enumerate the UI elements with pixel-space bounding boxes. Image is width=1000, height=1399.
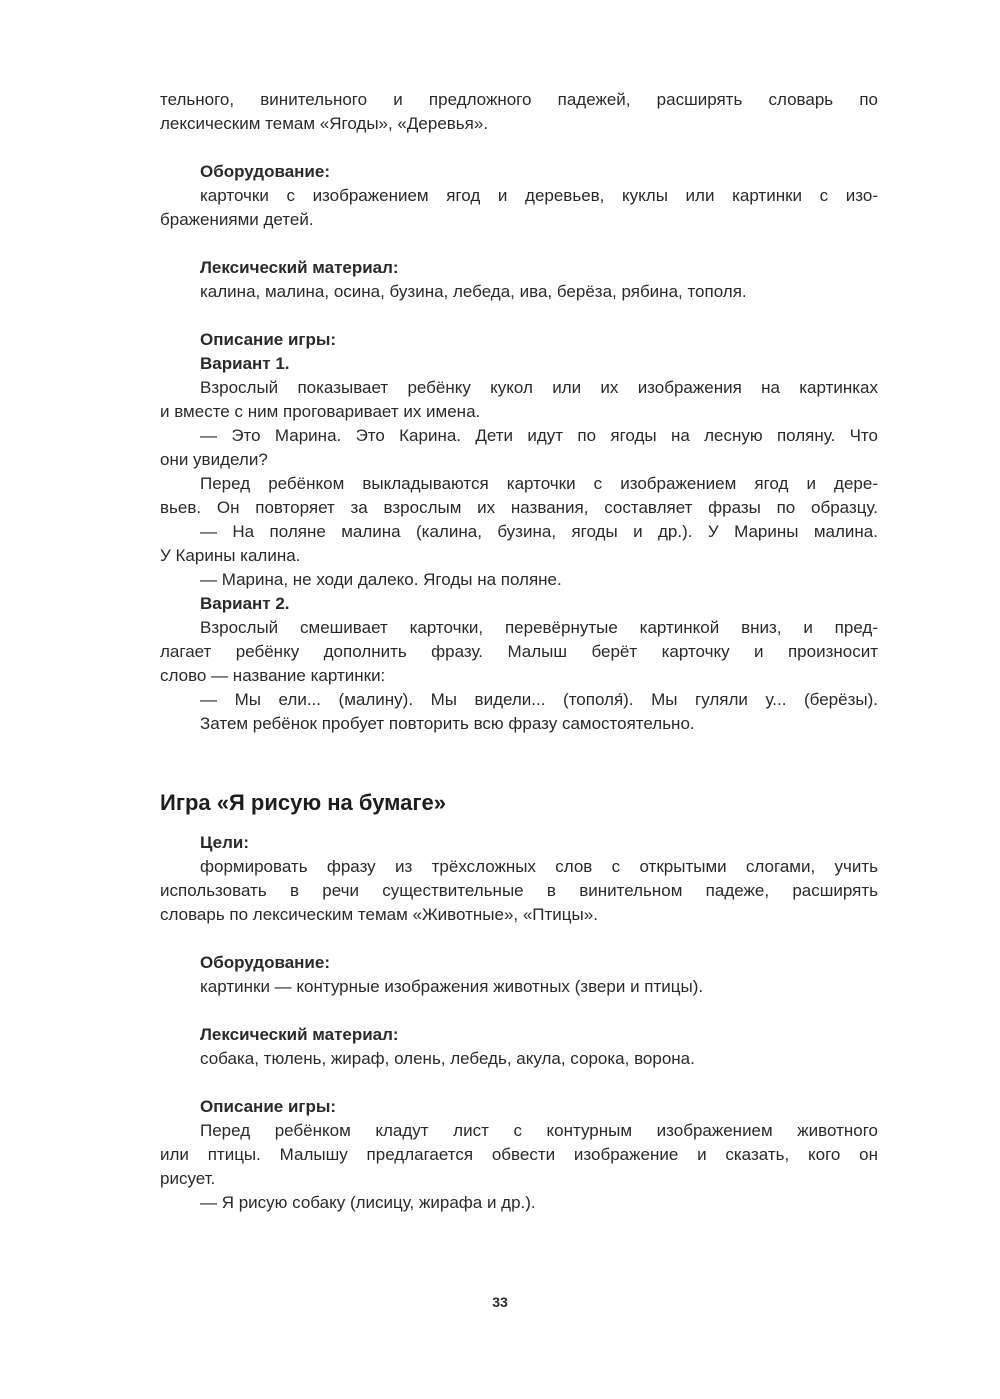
game-title: Игра «Я рисую на бумаге» xyxy=(160,790,446,815)
variant1-line: вьев. Он повторяет за взрослым их названия, составляет фразы по образцу. xyxy=(160,498,878,517)
page-body xyxy=(160,88,878,1215)
description-line: Перед ребёнком кладут лист с контурным изображением животного xyxy=(200,1121,878,1140)
page-number: 33 xyxy=(492,1294,508,1310)
variant2-heading: Вариант 2. xyxy=(200,594,290,613)
description-line: — Я рисую собаку (лисицу, жирафа и др.). xyxy=(200,1193,536,1212)
variant2-line: лагает ребёнку дополнить фразу. Малыш берёт карточку и произносит xyxy=(160,642,878,661)
equipment-text: картинки — контурные изображения животных (звери и птицы). xyxy=(200,977,704,996)
goals-text-line: лексическим темам «Ягоды», «Деревья». xyxy=(160,114,489,133)
lexical-text: калина, малина, осина, бузина, лебеда, ива, берёза, рябина, тополя. xyxy=(200,282,747,301)
goals-text-line: тельного, винительного и предложного падежей, расширять словарь по xyxy=(160,90,878,109)
variant1-line: — Марина, не ходи далеко. Ягоды на поляне. xyxy=(200,570,562,589)
description-line: рисует. xyxy=(160,1169,216,1188)
variant2-line: Взрослый смешивает карточки, перевёрнутые картинкой вниз, и пред- xyxy=(200,618,878,637)
variant1-line: У Карины калина. xyxy=(160,546,301,565)
variant1-heading: Вариант 1. xyxy=(200,354,290,373)
variant2-line: слово — название картинки: xyxy=(160,666,386,685)
description-heading: Описание игры: xyxy=(200,330,337,349)
equipment-heading: Оборудование: xyxy=(200,953,330,972)
goals-heading: Цели: xyxy=(200,833,249,852)
equipment-heading: Оборудование: xyxy=(200,162,330,181)
variant1-line: и вместе с ним проговаривает их имена. xyxy=(160,402,481,421)
goals-text-line: формировать фразу из трёхсложных слов с открытыми слогами, учить xyxy=(200,857,878,876)
lexical-heading: Лексический материал: xyxy=(200,1025,399,1044)
description-line: или птицы. Малышу предлагается обвести изображение и сказать, кого он xyxy=(160,1145,878,1164)
variant2-line: — Мы ели... (малину). Мы видели... (тополя́). Мы гуляли у... (берёзы). xyxy=(200,690,878,709)
goals-text-line: использовать в речи существительные в винительном падеже, расширять xyxy=(160,881,878,900)
variant2-line: Затем ребёнок пробует повторить всю фразу самостоятельно. xyxy=(200,714,695,733)
description-heading: Описание игры: xyxy=(200,1097,337,1116)
goals-text-line: словарь по лексическим темам «Животные», «Птицы». xyxy=(160,905,598,924)
equipment-text-line: карточки с изображением ягод и деревьев, куклы или картинки с изо- xyxy=(200,186,878,205)
variant1-line: они увидели? xyxy=(160,450,268,469)
lexical-text: собака, тюлень, жираф, олень, лебедь, акула, сорока, ворона. xyxy=(200,1049,695,1068)
variant1-line: — На поляне малина (калина, бузина, ягоды и др.). У Марины малина. xyxy=(200,522,878,541)
equipment-text-line: бражениями детей. xyxy=(160,210,314,229)
lexical-heading: Лексический материал: xyxy=(200,258,399,277)
variant1-line: Перед ребёнком выкладываются карточки с изображением ягод и дере- xyxy=(200,474,878,493)
variant1-line: Взрослый показывает ребёнку кукол или их изображения на картинках xyxy=(200,378,878,397)
variant1-line: — Это Марина. Это Карина. Дети идут по ягоды на лесную поляну. Что xyxy=(200,426,878,445)
